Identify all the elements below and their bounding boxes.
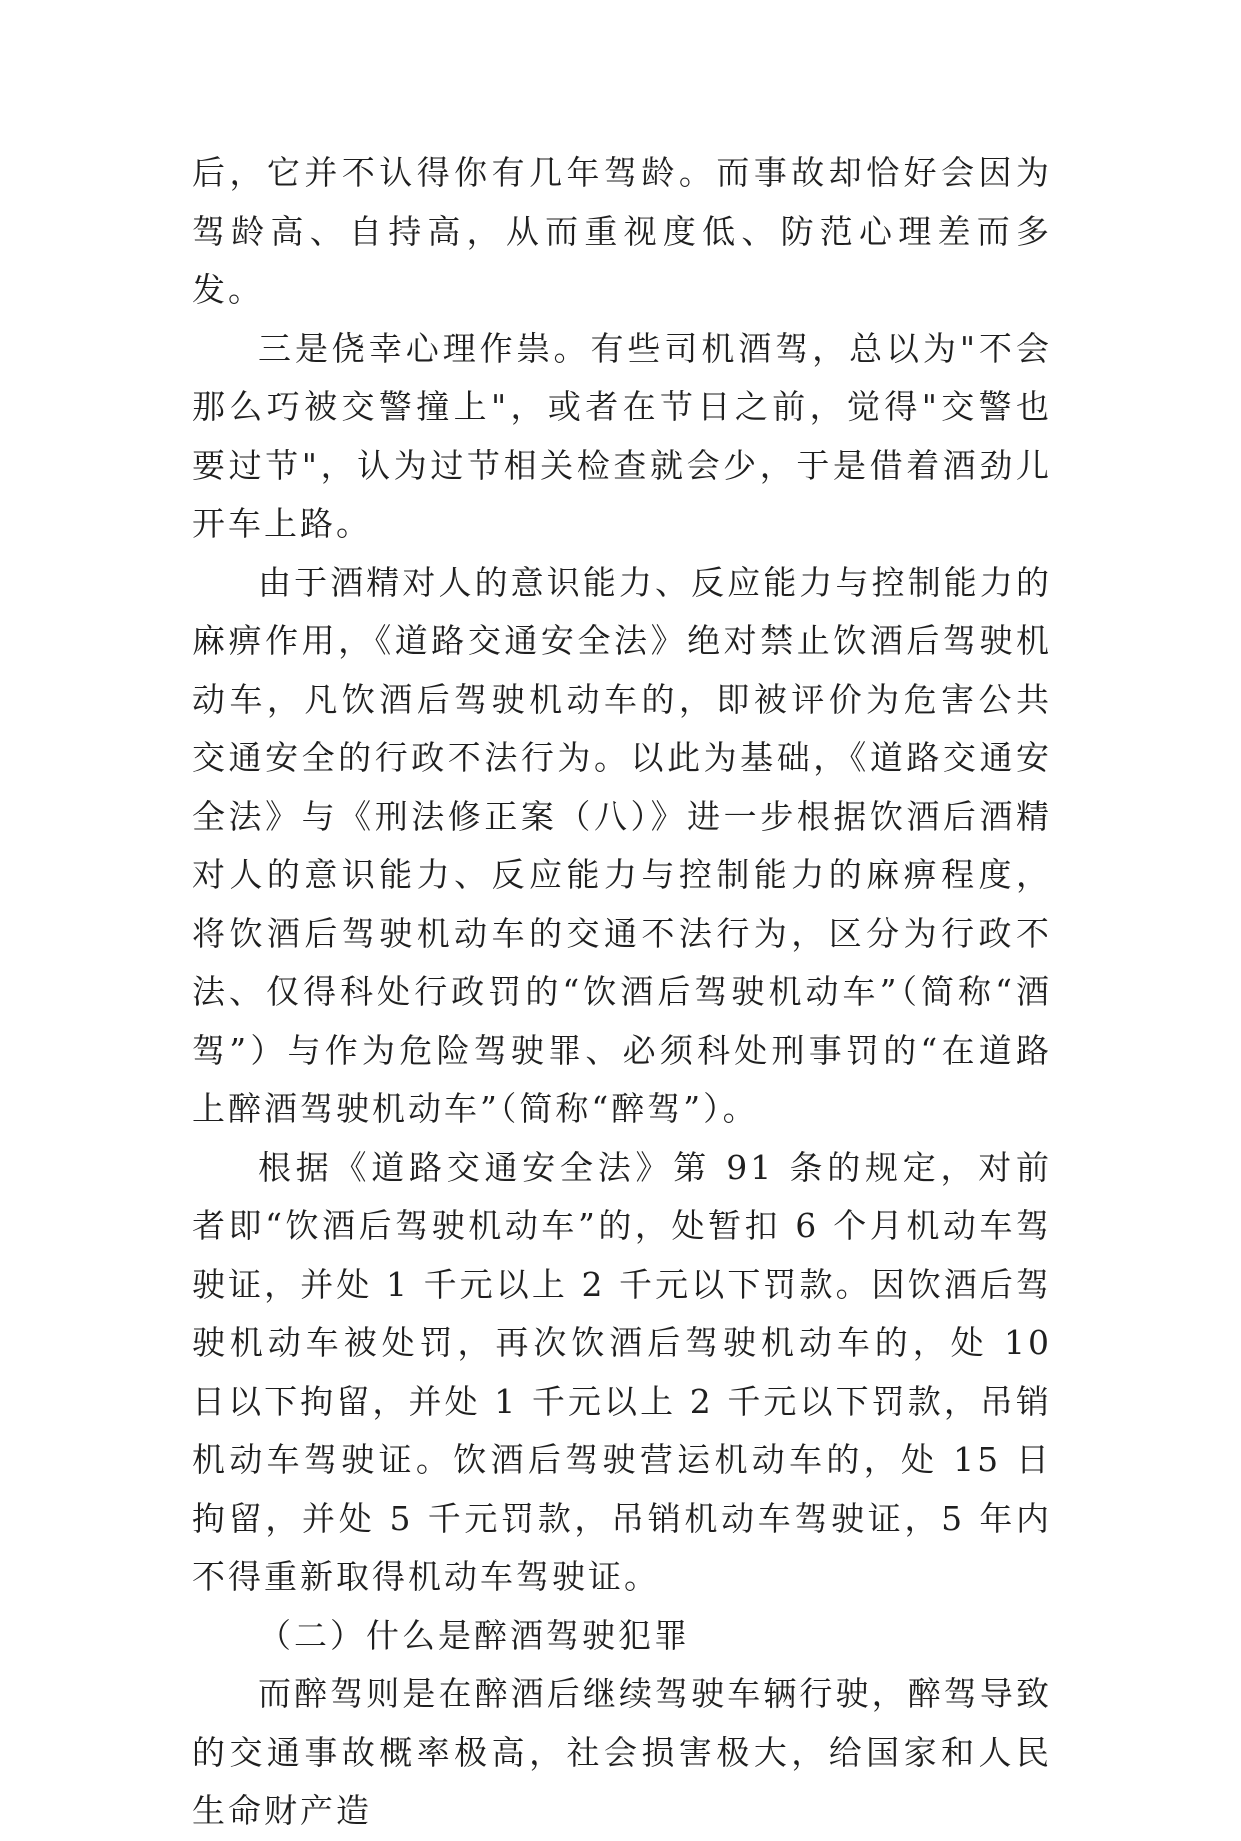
paragraph-alcohol-effects: 由于酒精对人的意识能力、反应能力与控制能力的麻痹作用，《道路交通安全法》绝对禁止饮酒后驾驶机动车，凡饮酒后驾驶机动车的，即被评价为危害公共交通安全的行政不法行为。以此为基础，《道路交通安全法》与《刑法修正案（八）》进一步根据饮酒后酒精对人的意识能力、反应能力与控制能力的麻痹程度，将饮酒后驾驶机动车的交通不法行为，区分为行政不法、仅得科处行政罚的“饮酒后驾驶机动车”（简称“酒驾”）与作为危险驾驶罪、必须科处刑事罚的“在道路上醉酒驾驶机动车”（简称“醉驾”）。 [192,562,1052,1128]
paragraph-drunk-driving: 而醉驾则是在醉酒后继续驾驶车辆行驶，醉驾导致的交通事故概率极高，社会损害极大，给国家和人民生命财产造 [192,1674,1052,1830]
paragraph-luck-psychology: 三是侥幸心理作祟。有些司机酒驾，总以为"不会那么巧被交警撞上"，或者在节日之前，觉得"交警也要过节"，认为过节相关检查就会少，于是借着酒劲儿开车上路。 [192,328,1052,543]
paragraph-article-91: 根据《道路交通安全法》第 91 条的规定，对前者即“饮酒后驾驶机动车”的，处暂扣 6 个月机动车驾驶证，并处 1 千元以上 2 千元以下罚款。因饮酒后驾驶机动车被处罚，再次饮酒后驾驶机动车的，处 10 日以下拘留，并处 1 千元以上 2 千元以下罚款，吊销机动车驾驶证。饮酒后驾驶营运机动车的，处 15 日拘留，并处 5 千元罚款，吊销机动车驾驶证，5 年内不得重新取得机动车驾驶证。 [192,1147,1052,1596]
body-text [192,144,1052,1841]
section-heading: （二）什么是醉酒驾驶犯罪 [258,1615,690,1655]
paragraph-continued: 后，它并不认得你有几年驾龄。而事故却恰好会因为驾龄高、自持高，从而重视度低、防范心理差而多发。 [192,153,1052,309]
